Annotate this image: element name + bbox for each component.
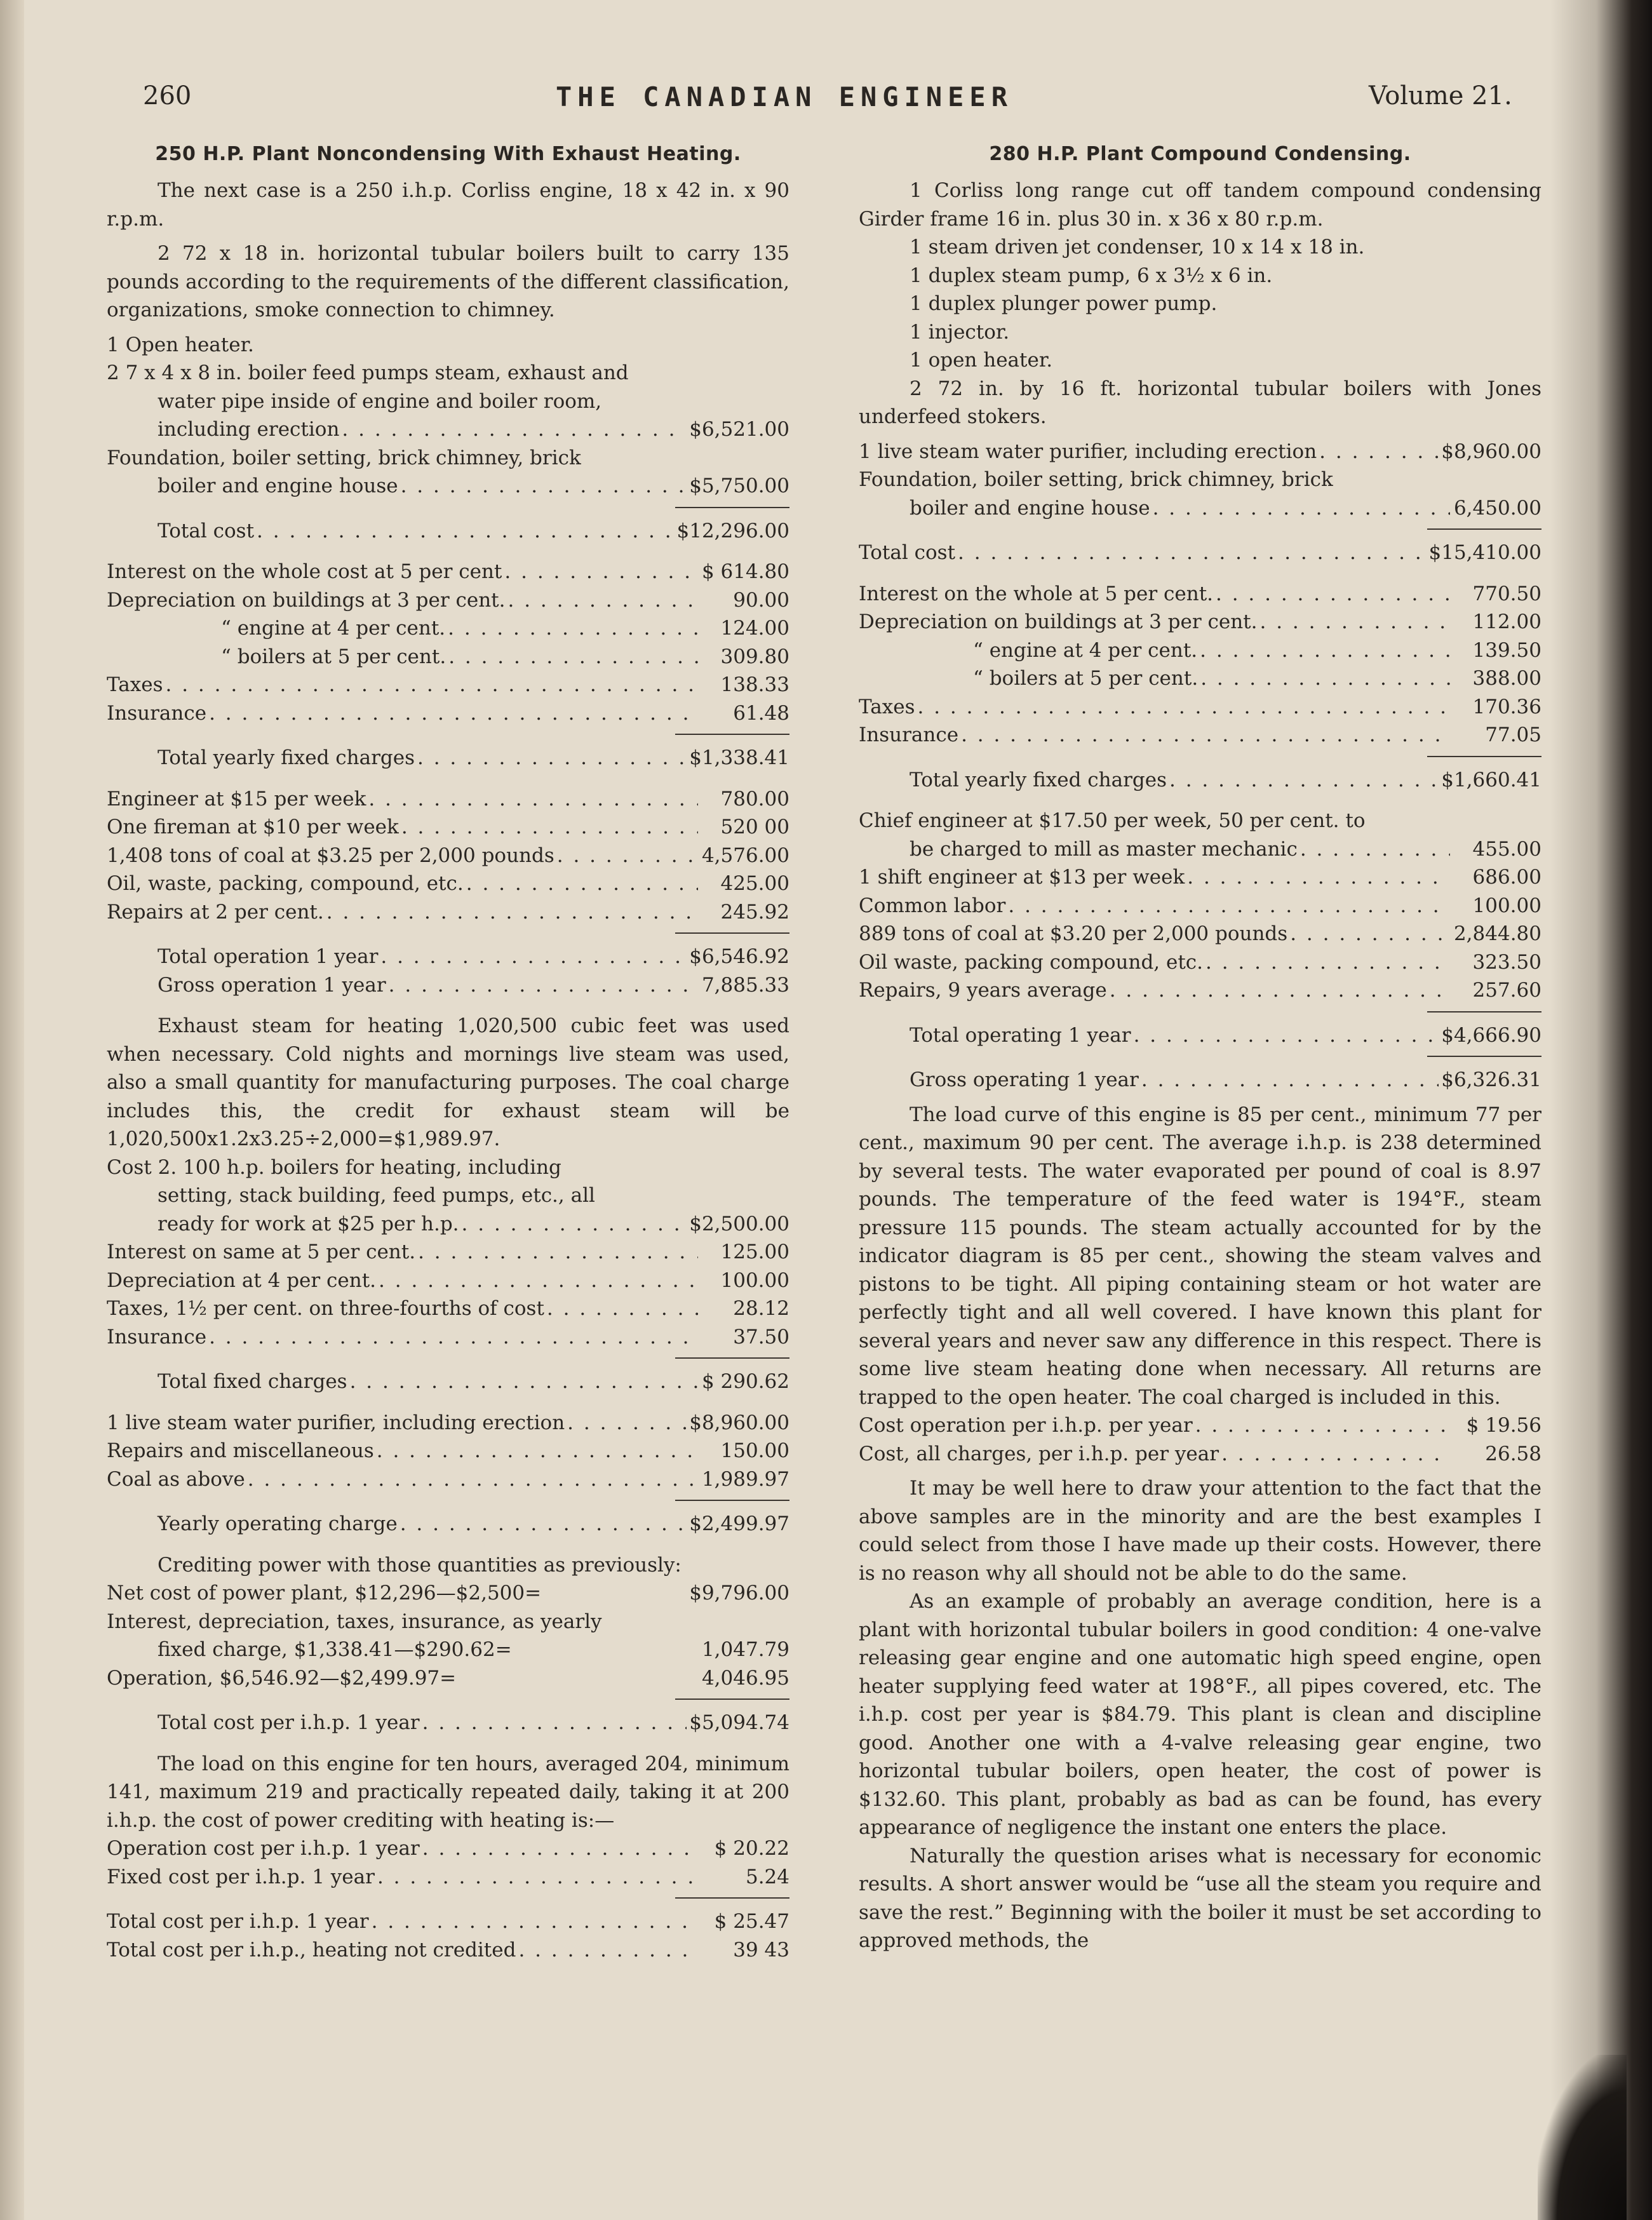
equipment-item: 1 duplex steam pump, 6 x 3½ x 6 in. [910,264,1273,287]
total-row [107,943,789,971]
cost-row [107,898,789,927]
total-label: Gross operation 1 year [158,973,386,997]
volume-label: Volume 21. [1369,81,1512,111]
cost-row [107,870,789,898]
cost-amount: 5.24 [745,1865,789,1888]
cost-amount: 112.00 [1472,610,1541,633]
cost-amount: 28.12 [733,1297,789,1320]
total-label: Total fixed charges [158,1370,347,1393]
cost-row [107,1437,789,1465]
cost-amount: 100.00 [1472,894,1541,917]
paragraph: It may be well here to draw your attention to the fact that the above samples are in the minority and are the best examples I could select from those I have made up their costs. However, there is no reason why all should not be able to do the same. [859,1477,1541,1585]
operation-list [107,785,789,927]
cost-row [107,1664,789,1693]
cost-label: Common labor [859,894,1006,917]
cost-row [107,558,789,586]
cost-label: boiler and engine house [910,496,1150,520]
item-line: Interest, depreciation, taxes, insurance, as yearly [107,1610,602,1633]
cost-row [107,785,789,814]
cost-amount: 770.50 [1472,582,1541,605]
total-row [107,744,789,772]
operation-list [859,863,1541,1005]
total-label: Gross operating 1 year [910,1068,1139,1091]
cost-row [859,608,1541,636]
cost-amount: 26.58 [1485,1442,1541,1465]
total-amount: $2,499.97 [689,1512,789,1535]
cost-label: 1 live steam water purifier, including erection [859,440,1317,463]
cost-row [107,1465,789,1494]
total-row [107,1907,789,1936]
cost-row [859,835,1541,864]
cost-label: Cost, all charges, per i.h.p. per year [859,1442,1219,1465]
section-heading: 280 H.P. Plant Compound Condensing. [989,143,1411,165]
cost-amount: $6,521.00 [689,418,789,441]
cost-label: “ engine at 4 per cent. [221,617,446,640]
total-amount: $6,326.31 [1441,1068,1541,1091]
cost-label: Operation cost per i.h.p. 1 year [107,1837,420,1860]
cost-label: One fireman at $10 per week [107,816,399,838]
cost-label: ready for work at $25 per h.p. [158,1212,459,1235]
equipment-item: 1 duplex plunger power pump. [910,292,1218,315]
cost-row [859,664,1541,693]
total-rule [675,1699,789,1700]
cost-amount: 77.05 [1485,723,1541,746]
item-line: Foundation, boiler setting, brick chimney, brick [107,446,581,469]
paragraph: The load curve of this engine is 85 per cent., minimum 77 per cent., maximum 90 per cent. The average i.h.p. is 238 determined by several tests. The water evaporated per pound of coal is 8.97 pounds. The temperature of the feed water is 194°F., steam pressure 115 pounds. The steam actually accounted for by the indicator diagram is 85 per cent., showing the steam valves and pistons to be tight. All piping containing steam or hot water are perfectly tight and all well covered. I have known this plant for several years and never saw any difference in this respect. There is some live steam heating done when necessary. All returns are trapped to the open heater. The coal charged is included in this. [859,1103,1541,1409]
paragraph: 2 72 x 18 in. horizontal tubular boilers built to carry 135 pounds according to the requirements of the different classification, organizations, smoke connection to chimney. [107,242,789,321]
cost-amount: 124.00 [720,617,789,640]
cost-amount: 686.00 [1472,866,1541,889]
cost-label: 1 shift engineer at $13 per week [859,866,1185,889]
cost-row [107,842,789,870]
cost-row [859,892,1541,920]
cost-row [859,1440,1541,1469]
total-row [107,1510,789,1538]
cost-amount: 520 00 [720,816,789,838]
cost-label: Taxes [859,695,915,718]
cost-label: Repairs at 2 per cent. [107,900,324,924]
cost-row [107,1579,789,1608]
cost-amount: 455.00 [1472,837,1541,861]
cost-amount: 139.50 [1472,638,1541,662]
total-rule [675,734,789,735]
total-label: Total cost per i.h.p., heating not credited [107,1938,516,1961]
cost-amount: 4,046.95 [701,1666,789,1690]
cost-label: Net cost of power plant, $12,296—$2,500= [107,1582,542,1604]
cost-amount: 37.50 [733,1325,789,1349]
cost-label: be charged to mill as master mechanic [910,837,1298,861]
cost-amount: 61.48 [733,701,789,725]
total-rule [675,507,789,508]
cost-row [107,415,789,444]
total-rule [675,1500,789,1501]
total-label: Yearly operating charge [158,1512,398,1535]
cost-row [859,438,1541,466]
cost-row [107,699,789,728]
cost-amount: 388.00 [1472,667,1541,690]
cost-label: Depreciation on buildings at 3 per cent. [859,610,1258,633]
cost-amount: $ 19.56 [1466,1414,1541,1437]
cost-row [107,1409,789,1437]
cost-row [859,976,1541,1005]
cost-amount: 780.00 [720,787,789,811]
equipment-item: 1 open heater. [910,349,1053,372]
cost-row [859,721,1541,750]
paragraph: Naturally the question arises what is necessary for economic results. A short answer would be “use all the steam you require and save the rest.” Beginning with the boiler it must be set according to approved methods, the [859,1844,1541,1952]
item-line: 2 7 x 4 x 8 in. boiler feed pumps steam, exhaust and [107,361,629,384]
cost-amount: $ 20.22 [714,1837,789,1860]
cost-label: Repairs, 9 years average [859,979,1107,1002]
cost-amount: 2,844.80 [1453,922,1541,945]
cost-amount: $9,796.00 [689,1582,789,1604]
cost-row [107,1323,789,1352]
total-amount: $4,666.90 [1441,1023,1541,1047]
cost-label: Taxes, 1½ per cent. on three-fourths of cost [107,1297,544,1320]
total-rule [675,1357,789,1359]
cost-amount: 425.00 [720,872,789,895]
total-label: Total operation 1 year [158,945,379,968]
item-line: Cost 2. 100 h.p. boilers for heating, including [107,1155,561,1179]
fixed-charges-list [859,580,1541,750]
cost-row [107,586,789,615]
total-amount: $1,660.41 [1441,768,1541,791]
paragraph: 2 72 in. by 16 ft. horizontal tubular boilers with Jones underfeed stokers. [859,377,1541,428]
cost-amount: 1,047.79 [701,1638,789,1661]
total-rule [675,1897,789,1899]
cost-label: Interest on the whole cost at 5 per cent [107,560,502,583]
cost-label: Operation, $6,546.92—$2,499.97= [107,1666,457,1690]
cost-label: Interest on same at 5 per cent. [107,1241,416,1263]
cost-label: including erection [158,418,340,441]
cost-amount: 245.92 [720,900,789,924]
cost2-list [107,1238,789,1351]
equipment-item: 1 steam driven jet condenser, 10 x 14 x 18 in. [910,236,1365,259]
total-rule [1427,1011,1541,1012]
cost-row [859,580,1541,609]
cost-label: Coal as above [107,1467,245,1491]
cost-row [859,1411,1541,1440]
cost-label: Engineer at $15 per week [107,787,366,811]
cost-label: Taxes [107,673,163,696]
cost-amount: $5,750.00 [689,474,789,497]
cost-label: “ engine at 4 per cent. [973,638,1198,662]
cost-amount: 4,576.00 [701,844,789,867]
page-corner-shadow [1538,2055,1627,2220]
item-line: Chief engineer at $17.50 per week, 50 per cent. to [859,809,1366,832]
cost-row [107,1636,789,1664]
cost-label: Insurance [859,723,959,746]
total-row [859,766,1541,795]
total-label: Total yearly fixed charges [158,746,415,769]
cost-amount: 257.60 [1472,979,1541,1002]
cost-row [107,472,789,501]
total-amount: 7,885.33 [701,973,789,997]
cost-label: Insurance [107,1325,207,1349]
total-row [107,1936,789,1965]
total-row [107,517,789,546]
cost-label: Cost operation per i.h.p. per year [859,1414,1193,1437]
cost-label: Oil, waste, packing, compound, etc. [107,872,464,895]
total-amount: $15,410.00 [1428,541,1541,564]
left-column [107,143,789,1964]
total-label: Total cost [859,541,956,564]
cost-label: Oil waste, packing compound, etc. [859,950,1204,974]
cost-row [859,494,1541,523]
cost-amount: $8,960.00 [1441,440,1541,463]
journal-title: THE CANADIAN ENGINEER [556,81,1014,112]
cost-row [107,1295,789,1323]
yearly-list [107,1409,789,1494]
cost-row [107,813,789,842]
cost-amount: $2,500.00 [689,1212,789,1235]
total-row [107,1709,789,1737]
cost-row [859,948,1541,977]
total-rule [1427,1056,1541,1057]
cost-row [859,863,1541,892]
equipment-item: 1 injector. [910,320,1010,344]
total-row [859,1066,1541,1094]
total-amount: $ 290.62 [701,1370,789,1393]
cost-label: boiler and engine house [158,474,398,497]
cost-row [107,671,789,699]
cost-row [107,1238,789,1267]
total-label: Total yearly fixed charges [910,768,1167,791]
cost-label: Depreciation at 4 per cent. [107,1268,377,1292]
cost-label: “ boilers at 5 per cent. [973,667,1199,690]
cost-row [107,1210,789,1239]
cost-row [859,693,1541,722]
total-label: Total cost per i.h.p. 1 year [107,1910,369,1933]
page-left-edge [0,0,24,2220]
item-line: water pipe inside of engine and boiler room, [158,389,602,413]
cost-row [107,614,789,643]
cost-amount: 90.00 [733,588,789,612]
section-heading: 250 H.P. Plant Noncondensing With Exhaust Heating. [155,143,741,165]
paragraph: Exhaust steam for heating 1,020,500 cubic feet was used when necessary. Cold nights and mornings live steam was used, also a small quantity for manufacturing purposes. The coal charge includes this, the credit for exhaust steam will be 1,020,500x1.2x3.25÷2,000=$1,989.97. [107,1014,789,1150]
total-amount: $1,338.41 [689,746,789,769]
cost-amount: 1,989.97 [701,1467,789,1491]
total-label: Total cost [158,519,255,542]
total-amount: $ 25.47 [714,1910,789,1933]
cost-row [859,636,1541,665]
total-amount: $12,296.00 [676,519,789,542]
equipment-list [859,233,1541,375]
item-line: setting, stack building, feed pumps, etc., all [158,1184,595,1207]
cost-amount: 138.33 [720,673,789,696]
cost-label: Insurance [107,701,207,725]
cost-label: fixed charge, $1,338.41—$290.62= [158,1638,512,1661]
total-row [107,971,789,1000]
cost-label: 1,408 tons of coal at $3.25 per 2,000 pounds [107,844,554,867]
cost-row [107,1267,789,1295]
total-rule [1427,528,1541,530]
cost-row [107,1863,789,1892]
total-amount: $5,094.74 [689,1711,789,1734]
fixed-charges-list [107,558,789,727]
cost-label: Depreciation on buildings at 3 per cent. [107,588,506,612]
paragraph: 1 Corliss long range cut off tandem compound condensing Girder frame 16 in. plus 30 in. x 36 x 80 r.p.m. [859,179,1541,231]
total-label: Total operating 1 year [910,1023,1131,1047]
cost-amount: 309.80 [720,645,789,668]
paragraph: As an example of probably an average condition, here is a plant with horizontal tubular boilers in good condition: 4 one-valve releasing gear engine and one automatic high speed engine, open heater supplying feed water at 198°F., all pipes covered, etc. The i.h.p. cost per year is $84.79. This plant is clean and discipline good. Another one with a 4-valve releasing gear engine, two horizontal tubular boilers, open heater, the cost of power is $132.60. This plant, probably as bad as can be found, has every appearance of negligence the instant one enters the place. [859,1590,1541,1839]
item-line: Foundation, boiler setting, brick chimney, brick [859,468,1333,491]
paragraph: The next case is a 250 i.h.p. Corliss engine, 18 x 42 in. x 90 r.p.m. [107,179,789,231]
cost-amount: 170.36 [1472,695,1541,718]
cost-amount: 150.00 [720,1439,789,1462]
cost-row [107,643,789,671]
total-row [107,1368,789,1396]
cost-row [107,1834,789,1863]
cost-amount: 6,450.00 [1453,496,1541,520]
right-column [859,143,1541,1955]
total-row [859,1021,1541,1050]
total-amount: 39 43 [733,1938,789,1961]
cost-amount: $8,960.00 [689,1411,789,1434]
cost-label: “ boilers at 5 per cent. [221,645,447,668]
cost-amount: 323.50 [1472,950,1541,974]
cost-label: 1 live steam water purifier, including erection [107,1411,565,1434]
cost-row [859,920,1541,948]
item-line: 1 Open heater. [107,333,254,356]
paragraph: The load on this engine for ten hours, averaged 204, minimum 141, maximum 219 and practically repeated daily, taking it at 200 i.h.p. the cost of power crediting with heating is:— [107,1752,789,1832]
item-line: Crediting power with those quantities as previously: [158,1553,682,1577]
total-amount: $6,546.92 [689,945,789,968]
cost-label: Fixed cost per i.h.p. 1 year [107,1865,375,1888]
page-binding-shadow [1550,0,1652,2220]
cost-amount: $ 614.80 [701,560,789,583]
cost-label: Repairs and miscellaneous [107,1439,374,1462]
cost-label: 889 tons of coal at $3.20 per 2,000 pounds [859,922,1288,945]
cost-amount: 125.00 [720,1241,789,1263]
cost-amount: 100.00 [720,1268,789,1292]
total-rule [675,932,789,934]
total-rule [1427,756,1541,757]
total-row [859,539,1541,567]
total-label: Total cost per i.h.p. 1 year [158,1711,420,1734]
cost-label: Interest on the whole at 5 per cent. [859,582,1213,605]
page-number: 260 [143,81,192,111]
